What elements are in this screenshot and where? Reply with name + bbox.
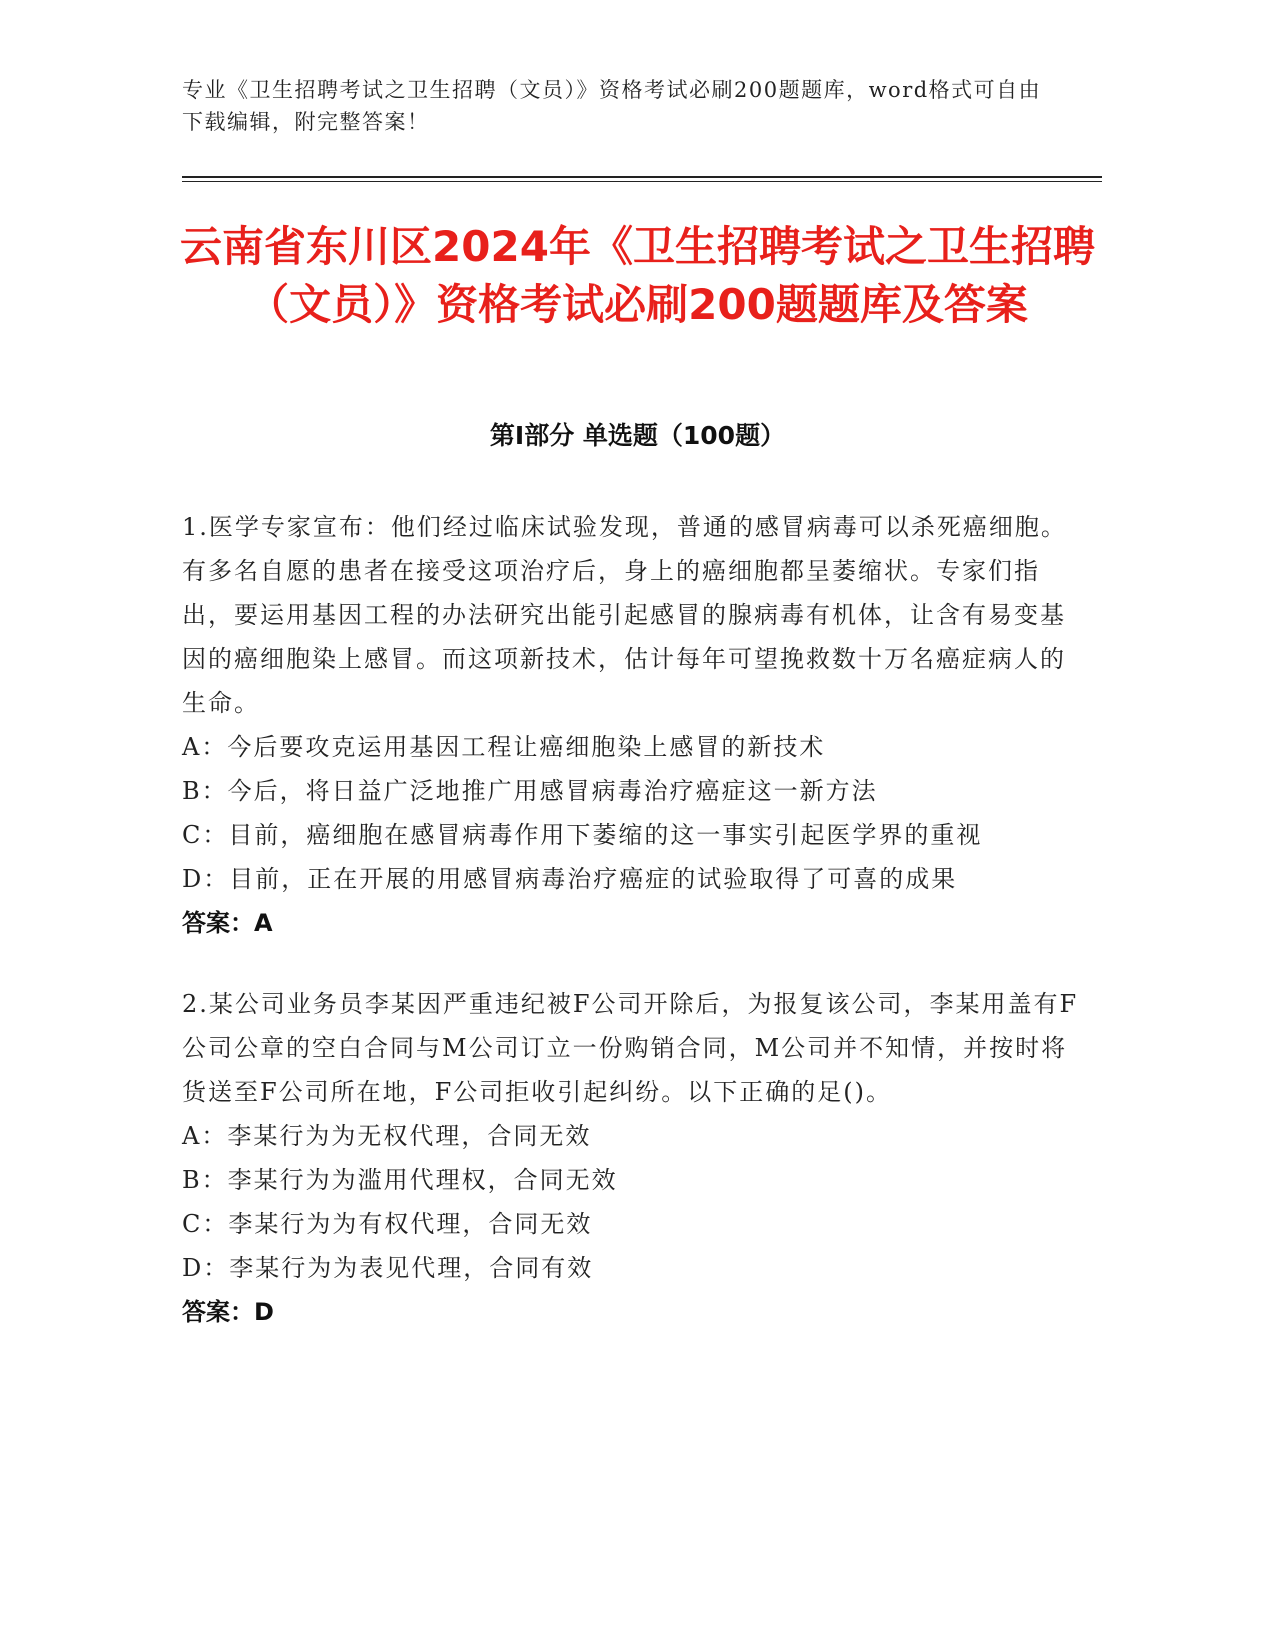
option-b: B：李某行为为滥用代理权，合同无效 [182,1166,618,1194]
header-divider-thick [182,176,1102,178]
answer: 答案：A [182,909,273,937]
option-d: D：李某行为为表见代理，合同有效 [182,1254,594,1282]
document-title: 云南省东川区2024年《卫生招聘考试之卫生招聘（文员）》资格考试必刷200题题库及答案 [180,222,1095,329]
option-a: A：李某行为为无权代理，合同无效 [182,1122,592,1150]
header-note: 专业《卫生招聘考试之卫生招聘（文员）》资格考试必刷200题题库，word格式可自由下载编辑，附完整答案！ [182,78,1042,134]
question-2 [182,982,1082,1334]
option-d: D：目前，正在开展的用感冒病毒治疗癌症的试验取得了可喜的成果 [182,865,958,893]
option-a: A：今后要攻克运用基因工程让癌细胞染上感冒的新技术 [182,733,826,761]
question-1 [182,505,1082,945]
option-b: B：今后，将日益广泛地推广用感冒病毒治疗癌症这一新方法 [182,777,878,805]
question-stem: 1.医学专家宣布：他们经过临床试验发现，普通的感冒病毒可以杀死癌细胞。有多名自愿的患者在接受这项治疗后，身上的癌细胞都呈萎缩状。专家们指出，要运用基因工程的办法研究出能引起感冒的腺病毒有机体，让含有易变基因的癌细胞染上感冒。而这项新技术，估计每年可望挽救数十万名癌症病人的生命。 [182,513,1067,717]
answer: 答案：D [182,1298,274,1326]
question-stem: 2.某公司业务员李某因严重违纪被F公司开除后，为报复该公司，李某用盖有F公司公章的空白合同与M公司订立一份购销合同，M公司并不知情，并按时将货送至F公司所在地，F公司拒收引起纠纷。以下正确的足()。 [182,990,1079,1106]
header-divider-thin [182,181,1102,182]
option-c: C：李某行为为有权代理，合同无效 [182,1210,593,1238]
option-c: C：目前，癌细胞在感冒病毒作用下萎缩的这一事实引起医学界的重视 [182,821,983,849]
section-title: 第Ⅰ部分 单选题（100题） [489,421,786,450]
